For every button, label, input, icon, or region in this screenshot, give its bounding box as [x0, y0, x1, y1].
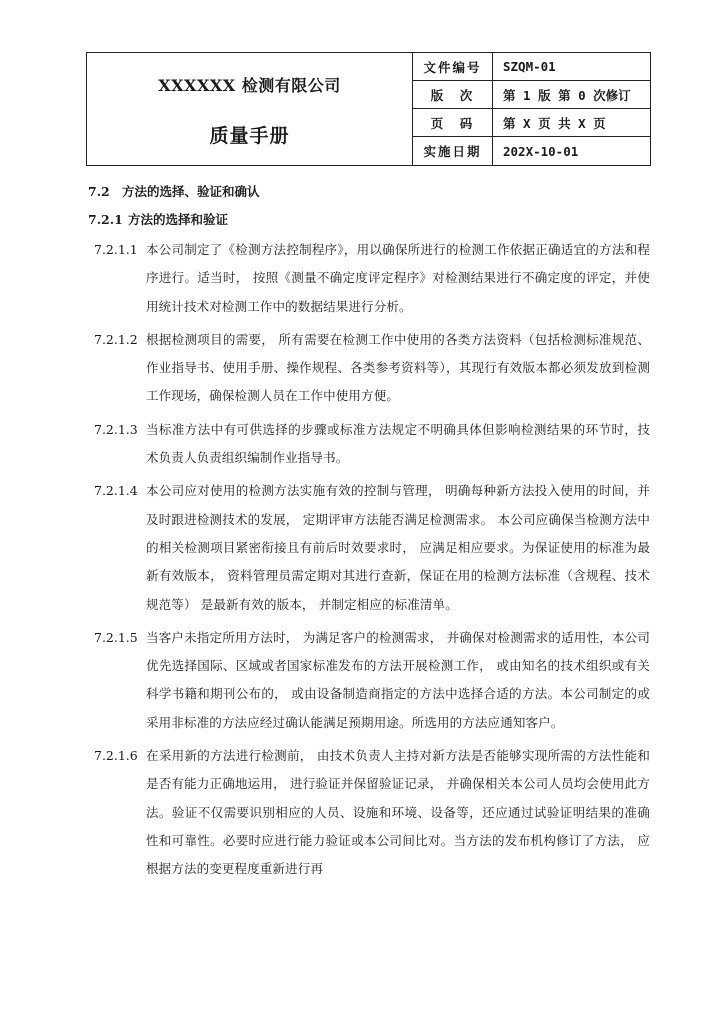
company-name: XXXXXX 检测有限公司: [87, 53, 413, 109]
subsection-heading: [88, 210, 228, 228]
clause-number: 7.2.1.4: [94, 483, 138, 499]
edition-label: 版 次: [413, 81, 493, 109]
clause: [94, 624, 650, 737]
section-title: 方法的选择、验证和确认: [122, 184, 260, 199]
clause-text: 当标准方法中有可供选择的步骤或标准方法规定不明确具体但影响检测结果的环节时，技术负责人负责组织编制作业指导书。: [146, 421, 650, 466]
clause: [94, 742, 650, 883]
page-value: 第 X 页 共 X 页: [493, 109, 650, 137]
document-title: 质量手册: [87, 109, 413, 165]
file-number-value: SZQM-01: [493, 53, 650, 81]
clause-number: 7.2.1.1: [94, 242, 138, 257]
clause-text: 本公司制定了《检测方法控制程序》，用以确保所进行的检测工作依据正确适宜的方法和程序进行。适当时， 按照《测量不确定度评定程序》对检测结果进行不确定度的评定，并使用统计技术对检测工作中的数据结果进行分析。: [146, 242, 650, 314]
section-number: 7.2: [88, 184, 110, 199]
edition-value: 第 1 版 第 0 次修订: [493, 81, 650, 109]
clause-text: 当客户未指定所用方法时， 为满足客户的检测需求， 并确保对检测需求的适用性，本公司优先选择国际、区域或者国家标准发布的方法开展检测工作， 或由知名的技术组织或有关科学书籍和期刊公布的， 或由设备制造商指定的方法中选择合适的方法。本公司制定的或采用非标准的方法应经过确认能满足预期用途。所选用的方法应通知客户。: [146, 629, 650, 730]
clause-number: 7.2.1.6: [94, 748, 138, 764]
header-table: [86, 52, 651, 166]
clause-text: 在采用新的方法进行检测前， 由技术负责人主持对新方法是否能够实现所需的方法性能和是否有能力正确地运用， 进行验证并保留验证记录， 并确保相关本公司人员均会使用此方法。验证不仅需要识别相应的人员、设施和环境、设备等，还应通过试验证明结果的准确性和可靠性。必要时应进行能力验证或本公司间比对。当方法的发布机构修订了方法， 应根据方法的变更程度重新进行再: [146, 748, 650, 877]
subsection-title: 方法的选择和验证: [128, 212, 229, 227]
effective-date-label: 实施日期: [413, 137, 493, 165]
subsection-number: 7.2.1: [88, 212, 123, 227]
clause: [94, 477, 650, 618]
clause-text: 本公司应对使用的检测方法实施有效的控制与管理， 明确每种新方法投入使用的时间，并及时跟进检测技术的发展， 定期评审方法能否满足检测需求。 本公司应确保当检测方法中的相关检测项目紧密衔接且有前后时效要求时， 应满足相应要求。为保证使用的标准为最新有效版本， 资料管理员需定期对其进行查新，保证在用的检测方法标准（含规程、技术规范等） 是最新有效的版本， 并制定相应的标准清单。: [146, 483, 650, 612]
section-heading: [88, 182, 260, 200]
effective-date-value: 202X-10-01: [503, 143, 579, 159]
clause-number: 7.2.1.5: [94, 629, 138, 645]
clause-list: [94, 236, 650, 889]
clause-number: 7.2.1.3: [94, 421, 138, 437]
file-number-label: 文件编号: [413, 53, 493, 81]
clause: [94, 416, 650, 473]
page-label: 页 码: [413, 109, 493, 137]
clause: [94, 236, 650, 321]
clause-number: 7.2.1.2: [94, 331, 138, 347]
clause: [94, 326, 650, 411]
clause-text: 根据检测项目的需要， 所有需要在检测工作中使用的各类方法资料（包括检测标准规范、作业指导书、使用手册、操作规程、各类参考资料等），其现行有效版本都必须发放到检测工作现场，确保检测人员在工作中使用方便。: [146, 331, 650, 404]
